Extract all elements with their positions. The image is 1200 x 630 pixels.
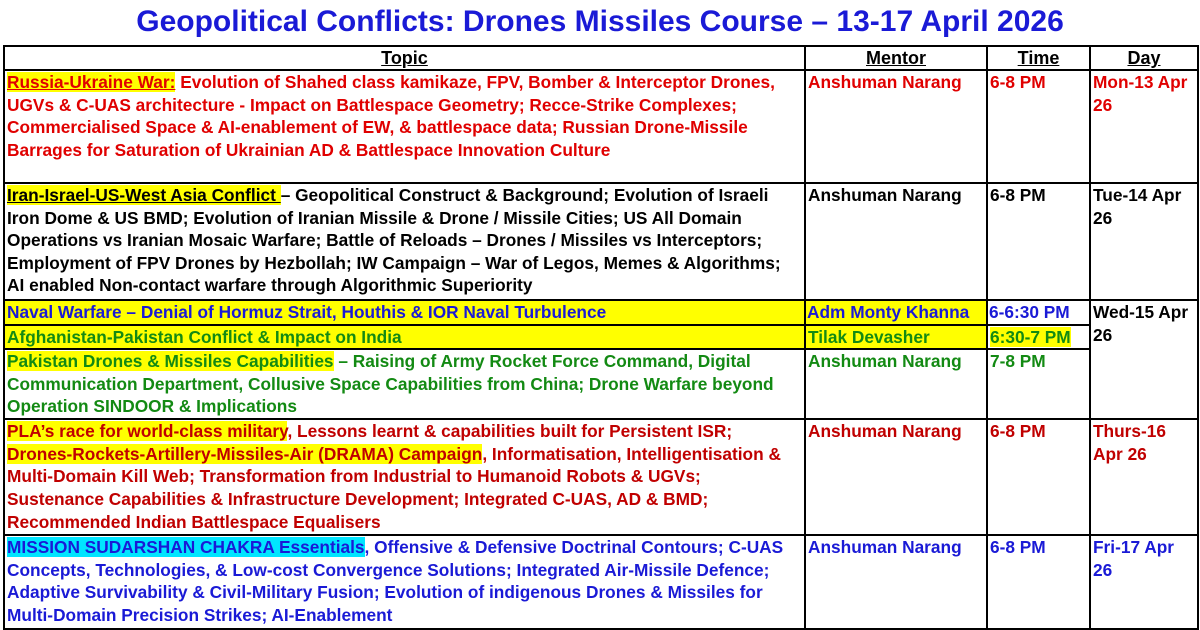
topic-cell xyxy=(4,183,805,300)
page-title: Geopolitical Conflicts: Drones Missiles Course – 13-17 April 2026 xyxy=(136,5,1064,38)
topic-heading: MISSION SUDARSHAN CHAKRA Essentials xyxy=(7,537,365,558)
topic-cell xyxy=(4,419,805,535)
table-row xyxy=(4,349,1198,419)
topic-cell xyxy=(4,70,805,183)
time-cell: 6-8 PM xyxy=(987,419,1090,535)
topic-text: – Raising of Army Rocket Force Command, Digital Communication Department, Collusive Space Capabilities from China; Drone Warfare beyond Operation SINDOOR & Implications xyxy=(7,351,774,417)
day-cell: Mon-13 Apr 26 xyxy=(1090,70,1198,183)
header-day: Day xyxy=(1090,46,1198,70)
header-mentor: Mentor xyxy=(805,46,987,70)
time-cell: 6-6:30 PM xyxy=(987,300,1090,325)
time-cell: 6-8 PM xyxy=(987,183,1090,300)
mentor-cell: Tilak Devasher xyxy=(805,325,987,350)
table-row xyxy=(4,419,1198,535)
mentor-cell: Anshuman Narang xyxy=(805,419,987,535)
header-topic: Topic xyxy=(4,46,805,70)
topic-text: Evolution of Shahed class kamikaze, FPV, Bomber & Interceptor Drones, UGVs & C-UAS architecture - Impact on Battlespace Geometry; Recce-Strike Complexes; Commercialised Space & AI-enablement of EW, & battlespace data; Russian Drone-Missile Barrages for Saturation of Ukrainian AD & Battlespace Innovation Culture xyxy=(7,72,775,160)
table-row xyxy=(4,70,1198,183)
topic-cell xyxy=(4,535,805,629)
day-cell: Thurs-16 Apr 26 xyxy=(1090,419,1198,535)
topic-heading: PLA’s race for world-class military xyxy=(7,421,288,442)
time-cell xyxy=(987,325,1090,350)
header-time: Time xyxy=(987,46,1090,70)
topic-heading: Russia-Ukraine War: xyxy=(7,72,176,92)
table-row xyxy=(4,535,1198,629)
table-row xyxy=(4,183,1198,300)
topic-heading-2: Drones-Rockets-Artillery-Missiles-Air (DRAMA) Campaign xyxy=(7,443,483,464)
topic-text-2: , Informatisation, Intelligentisation & Multi-Domain Kill Web; Transformation from Industrial to Humanoid Robots & UGVs; Sustenance Capabilities & Infrastructure Development; Integrated C-UAS, AD & BMD; Recommended Indian Battlespace Equalisers xyxy=(7,443,781,532)
table-row xyxy=(4,325,1198,350)
mentor-cell: Anshuman Narang xyxy=(805,349,987,419)
time-text: 6:30-7 PM xyxy=(990,326,1071,347)
table-row xyxy=(4,300,1198,325)
mentor-cell: Anshuman Narang xyxy=(805,535,987,629)
topic-cell xyxy=(4,349,805,419)
schedule-table xyxy=(3,45,1199,630)
day-cell: Fri-17 Apr 26 xyxy=(1090,535,1198,629)
topic-cell: Naval Warfare – Denial of Hormuz Strait, Houthis & IOR Naval Turbulence xyxy=(4,300,805,325)
topic-text: – Geopolitical Construct & Background; Evolution of Israeli Iron Dome & US BMD; Evolution of Iranian Missile & Drone / Missile Cities; US All Domain Operations vs Iranian Mosaic Warfare; Battle of Reloads – Drones / Missiles vs Interceptors; Employment of FPV Drones by Hezbollah; IW Campaign – War of Legos, Memes & Algorithms; AI enabled Non-contact warfare through Algorithmic Superiority xyxy=(7,185,781,296)
header-row xyxy=(4,46,1198,70)
time-cell: 6-8 PM xyxy=(987,535,1090,629)
time-cell: 6-8 PM xyxy=(987,70,1090,183)
day-cell: Wed-15 Apr 26 xyxy=(1090,300,1198,419)
mentor-cell: Anshuman Narang xyxy=(805,70,987,183)
topic-cell: Afghanistan-Pakistan Conflict & Impact on India xyxy=(4,325,805,350)
topic-text: , Lessons learnt & capabilities built for Persistent ISR; xyxy=(287,421,733,442)
mentor-cell: Anshuman Narang xyxy=(805,183,987,300)
topic-heading: Pakistan Drones & Missiles Capabilities xyxy=(7,351,334,372)
time-cell: 7-8 PM xyxy=(987,349,1090,419)
mentor-cell: Adm Monty Khanna xyxy=(805,300,987,325)
topic-text: , Offensive & Defensive Doctrinal Contours; C-UAS Concepts, Technologies, & Low-cost Convergence Solutions; Integrated Air-Missile Defence; Adaptive Survivability & Civil-Military Fusion; Evolution of indigenous Drones & Missiles for Multi-Domain Precision Strikes; AI-Enablement xyxy=(7,537,784,625)
topic-heading: Iran-Israel-US-West Asia Conflict xyxy=(7,185,281,205)
day-cell: Tue-14 Apr 26 xyxy=(1090,183,1198,300)
